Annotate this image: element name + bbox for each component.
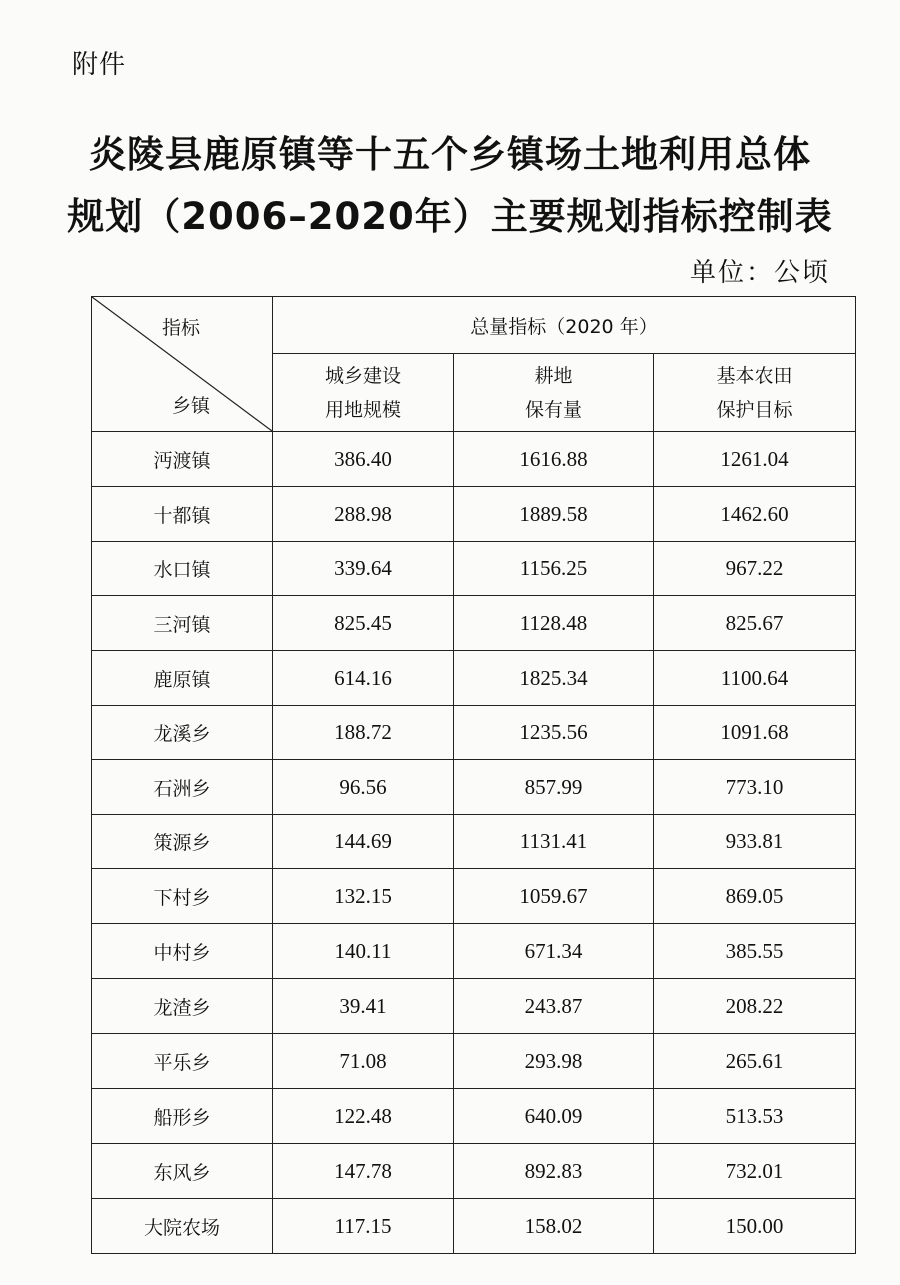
farmland-cell: 243.87 — [454, 979, 654, 1034]
table-row — [92, 869, 856, 924]
col-header-farmland-line1: 耕地 — [534, 364, 573, 387]
construction-land-cell: 386.40 — [273, 432, 454, 487]
township-name-cell: 沔渡镇 — [92, 432, 273, 487]
township-name-cell: 龙渣乡 — [92, 979, 273, 1034]
farmland-cell: 640.09 — [454, 1089, 654, 1144]
table-row — [92, 487, 856, 542]
document-title — [0, 124, 900, 248]
header-row-group — [92, 297, 856, 354]
construction-land-cell: 825.45 — [273, 596, 454, 651]
township-name-cell: 石洲乡 — [92, 760, 273, 815]
township-name-cell: 水口镇 — [92, 542, 273, 596]
title-line-1: 炎陵县鹿原镇等十五个乡镇场土地利用总体 — [89, 133, 811, 176]
col-header-farmland — [454, 354, 654, 432]
basic-farmland-cell: 385.55 — [654, 924, 856, 979]
construction-land-cell: 96.56 — [273, 760, 454, 815]
table-row — [92, 979, 856, 1034]
corner-header-indicator: 指标 — [162, 317, 201, 339]
basic-farmland-cell: 1091.68 — [654, 706, 856, 760]
farmland-cell: 857.99 — [454, 760, 654, 815]
basic-farmland-cell: 773.10 — [654, 760, 856, 815]
basic-farmland-cell: 265.61 — [654, 1034, 856, 1089]
construction-land-cell: 122.48 — [273, 1089, 454, 1144]
construction-land-cell: 288.98 — [273, 487, 454, 542]
farmland-cell: 1889.58 — [454, 487, 654, 542]
farmland-cell: 671.34 — [454, 924, 654, 979]
col-header-farmland-line2: 保有量 — [524, 398, 582, 421]
basic-farmland-cell: 825.67 — [654, 596, 856, 651]
construction-land-cell: 140.11 — [273, 924, 454, 979]
group-header: 总量指标（2020 年） — [273, 297, 856, 354]
table-row — [92, 432, 856, 487]
construction-land-cell: 132.15 — [273, 869, 454, 924]
township-name-cell: 平乐乡 — [92, 1034, 273, 1089]
farmland-cell: 1616.88 — [454, 432, 654, 487]
table-row — [92, 651, 856, 706]
basic-farmland-cell: 732.01 — [654, 1144, 856, 1199]
township-name-cell: 三河镇 — [92, 596, 273, 651]
unit-label: 单位：公顷 — [689, 258, 830, 288]
table-row — [92, 1089, 856, 1144]
table-row — [92, 760, 856, 815]
table-row — [92, 815, 856, 869]
farmland-cell: 1131.41 — [454, 815, 654, 869]
table-row — [92, 1199, 856, 1254]
table-row — [92, 542, 856, 596]
basic-farmland-cell: 967.22 — [654, 542, 856, 596]
basic-farmland-cell: 869.05 — [654, 869, 856, 924]
township-name-cell: 下村乡 — [92, 869, 273, 924]
township-name-cell: 龙溪乡 — [92, 706, 273, 760]
farmland-cell: 1059.67 — [454, 869, 654, 924]
township-name-cell: 策源乡 — [92, 815, 273, 869]
table-row — [92, 1034, 856, 1089]
construction-land-cell: 147.78 — [273, 1144, 454, 1199]
table-row — [92, 596, 856, 651]
farmland-cell: 158.02 — [454, 1199, 654, 1254]
basic-farmland-cell: 1462.60 — [654, 487, 856, 542]
township-name-cell: 东风乡 — [92, 1144, 273, 1199]
title-line-2: 规划（2006–2020年）主要规划指标控制表 — [67, 195, 833, 238]
col-header-construction-line2: 用地规模 — [324, 398, 401, 421]
farmland-cell: 1156.25 — [454, 542, 654, 596]
township-name-cell: 鹿原镇 — [92, 651, 273, 706]
col-header-construction-line1: 城乡建设 — [324, 364, 401, 387]
township-name-cell: 大院农场 — [92, 1199, 273, 1254]
basic-farmland-cell: 150.00 — [654, 1199, 856, 1254]
farmland-cell: 293.98 — [454, 1034, 654, 1089]
construction-land-cell: 117.15 — [273, 1199, 454, 1254]
basic-farmland-cell: 1100.64 — [654, 651, 856, 706]
farmland-cell: 892.83 — [454, 1144, 654, 1199]
table-row — [92, 924, 856, 979]
construction-land-cell: 188.72 — [273, 706, 454, 760]
basic-farmland-cell: 513.53 — [654, 1089, 856, 1144]
farmland-cell: 1128.48 — [454, 596, 654, 651]
construction-land-cell: 39.41 — [273, 979, 454, 1034]
township-name-cell: 船形乡 — [92, 1089, 273, 1144]
table-row — [92, 1144, 856, 1199]
basic-farmland-cell: 1261.04 — [654, 432, 856, 487]
col-header-construction — [273, 354, 454, 432]
basic-farmland-cell: 208.22 — [654, 979, 856, 1034]
col-header-basic-farmland-line1: 基本农田 — [716, 364, 793, 387]
corner-header-township: 乡镇 — [172, 395, 211, 417]
construction-land-cell: 339.64 — [273, 542, 454, 596]
planning-indicator-table — [91, 296, 856, 1254]
township-name-cell: 中村乡 — [92, 924, 273, 979]
attachment-label: 附件 — [72, 50, 127, 80]
township-name-cell: 十都镇 — [92, 487, 273, 542]
construction-land-cell: 614.16 — [273, 651, 454, 706]
farmland-cell: 1825.34 — [454, 651, 654, 706]
corner-header-cell — [92, 297, 273, 432]
col-header-basic-farmland-line2: 保护目标 — [716, 398, 793, 421]
col-header-basic-farmland — [654, 354, 856, 432]
farmland-cell: 1235.56 — [454, 706, 654, 760]
table-row — [92, 706, 856, 760]
construction-land-cell: 144.69 — [273, 815, 454, 869]
construction-land-cell: 71.08 — [273, 1034, 454, 1089]
basic-farmland-cell: 933.81 — [654, 815, 856, 869]
